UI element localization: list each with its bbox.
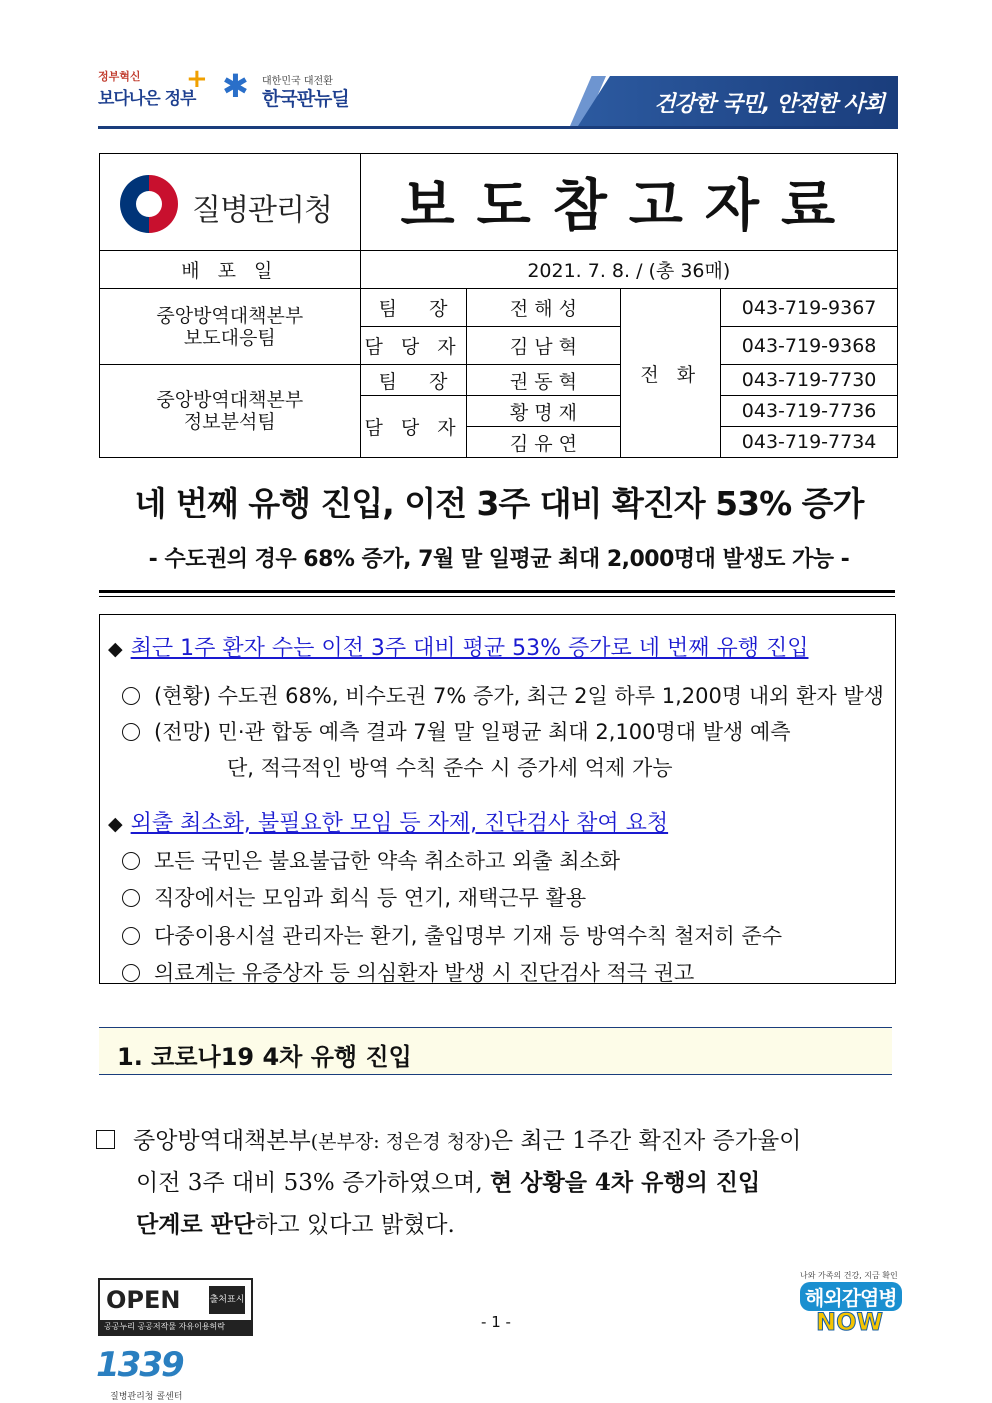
now-logo-word: NOW (816, 1308, 883, 1336)
body-line-3-b: 하고 있다고 밝혔다. (255, 1212, 455, 1238)
role-leader-1: 팀 장 (360, 289, 466, 327)
gov-innovation-logo (98, 66, 208, 112)
headline: 네 번째 유행 진입, 이전 3주 대비 확진자 53% 증가 (134, 484, 864, 523)
summary-item-1-2-text: (전망) 민·관 합동 예측 결과 7월 말 일평균 최대 2,100명대 발생 예측 (154, 720, 791, 744)
call-center-caption: 질병관리청 콜센터 (110, 1392, 183, 1402)
summary-box (99, 614, 896, 984)
body-line-2-bold: 현 상황을 4차 유행의 진입 (490, 1169, 761, 1196)
open-logo-caption: 공공누리 공공저작물 자유이용허락 (100, 1320, 251, 1334)
diamond-bullet-icon: ◆ (108, 638, 123, 660)
circle-bullet-icon (122, 927, 140, 945)
subheadline: - 수도권의 경우 68% 증가, 7월 말 일평균 최대 2,000명대 발생도 가능 - (148, 547, 850, 572)
body-line-3 (136, 1206, 455, 1239)
call-center-1339-logo (96, 1345, 206, 1401)
body-line-3-bold: 단계로 판단 (136, 1211, 256, 1238)
attribution-icon: 출처표시 (209, 1286, 245, 1314)
asterisk-icon: ✱ (222, 67, 249, 105)
newdeal-caption: 대한민국 대전환 (262, 76, 333, 87)
circle-bullet-icon (122, 687, 140, 705)
contact-phone-5: 043-719-7734 (721, 427, 898, 458)
contact-phone-4: 043-719-7736 (721, 396, 898, 427)
summary-item-1-1-text: (현황) 수도권 68%, 비수도권 7% 증가, 최근 2일 하루 1,200명 내외 환자 발생 (154, 684, 884, 708)
newdeal-text: 한국판뉴딜 (262, 88, 349, 110)
summary-point-2-text: 외출 최소화, 불필요한 모임 등 자제, 진단검사 참여 요청 (130, 811, 669, 836)
summary-item-2-2 (122, 882, 586, 912)
circle-bullet-icon (122, 852, 140, 870)
summary-item-2-2-text: 직장에서는 모임과 회식 등 연기, 재택근무 활용 (154, 886, 587, 910)
summary-point-2 (108, 806, 668, 837)
contact-name-1: 전 해 성 (466, 289, 621, 327)
contact-name-2: 김 남 혁 (466, 327, 621, 365)
plus-icon: + (186, 64, 208, 94)
page-number: - 1 - (481, 1313, 511, 1331)
body-line-1-a: 중앙방역대책본부 (133, 1128, 311, 1154)
contact-name-4: 황 명 재 (466, 396, 621, 427)
kogl-open-license-logo (98, 1278, 253, 1336)
header-rule (98, 126, 898, 129)
call-center-number: 1339 (96, 1345, 183, 1385)
summary-item-1-2 (122, 716, 791, 746)
double-rule (99, 590, 895, 597)
circle-bullet-icon (122, 889, 140, 907)
summary-point-1 (108, 631, 808, 662)
dept2-line1: 중앙방역대책본부 (156, 389, 304, 411)
korean-newdeal-logo (222, 67, 362, 110)
contact-phone-3: 043-719-7730 (721, 365, 898, 396)
summary-item-1-1 (122, 680, 884, 710)
role-staff-2: 담 당 자 (360, 396, 466, 458)
now-logo-caption: 나와 가족의 건강, 지금 확인 (800, 1271, 898, 1280)
summary-point-1-text: 최근 1주 환자 수는 이전 3주 대비 평균 53% 증가로 네 번째 유행 진입 (130, 636, 809, 661)
agency-logo-cell (100, 154, 361, 251)
summary-item-1-2-continued: 단, 적극적인 방역 수칙 준수 시 증가세 억제 가능 (227, 756, 673, 780)
slogan-text: 건강한 국민, 안전한 사회 (654, 92, 884, 117)
body-line-1 (96, 1122, 801, 1155)
section-1-header (99, 1027, 892, 1075)
summary-item-2-3 (122, 920, 782, 950)
dept1-line2: 보도대응팀 (183, 326, 276, 349)
body-line-1-paren: (본부장: 정은경 청장) (310, 1131, 491, 1153)
now-logo-title: 해외감염병 (800, 1282, 902, 1311)
doc-type-cell (360, 154, 897, 251)
dept2-cell (100, 365, 361, 458)
body-line-2-a: 이전 3주 대비 53% 증가하였으며, (136, 1170, 491, 1196)
checkbox-square-icon (96, 1130, 115, 1149)
circle-bullet-icon (122, 964, 140, 982)
body-line-1-b: 은 최근 1주간 확진자 증가율이 (490, 1128, 802, 1154)
section-1-title: 1. 코로나19 4차 유행 진입 (117, 1043, 412, 1071)
summary-item-2-1-text: 모든 국민은 불요불급한 약속 취소하고 외출 최소화 (154, 849, 621, 873)
open-logo-text: OPEN (106, 1286, 181, 1314)
summary-item-2-4 (122, 957, 694, 987)
agency-name: 질병관리청 (192, 192, 332, 228)
role-staff-1: 담 당 자 (360, 327, 466, 365)
contact-name-3: 권 동 혁 (466, 365, 621, 396)
summary-item-2-1 (122, 845, 620, 875)
gov-logo-caption: 정부혁신 (98, 70, 141, 83)
contact-name-5: 김 유 연 (466, 427, 621, 458)
dept1-line1: 중앙방역대책본부 (156, 304, 304, 327)
overseas-infection-now-logo (800, 1270, 900, 1340)
body-line-2 (136, 1164, 760, 1197)
phone-label: 전 화 (621, 289, 721, 458)
dept2-line2: 정보분석팀 (183, 411, 276, 433)
role-leader-2: 팀 장 (360, 365, 466, 396)
diamond-bullet-icon: ◆ (108, 813, 123, 835)
press-info-table (99, 153, 898, 458)
dept1-cell (100, 289, 361, 365)
doc-type-title: 보도참고자료 (400, 174, 858, 239)
date-label: 배 포 일 (100, 251, 361, 289)
summary-item-2-3-text: 다중이용시설 관리자는 환기, 출입명부 기재 등 방역수칙 철저히 준수 (154, 924, 783, 948)
circle-bullet-icon (122, 723, 140, 741)
summary-item-2-4-text: 의료계는 유증상자 등 의심환자 발생 시 진단검사 적극 권고 (154, 961, 695, 985)
gov-logo-text: 보다나은 정부 (98, 89, 196, 109)
date-value: 2021. 7. 8. / (총 36매) (360, 251, 897, 289)
slogan-banner (578, 76, 898, 126)
taegeuk-emblem-icon (120, 175, 178, 233)
contact-phone-2: 043-719-9368 (721, 327, 898, 365)
contact-phone-1: 043-719-9367 (721, 289, 898, 327)
